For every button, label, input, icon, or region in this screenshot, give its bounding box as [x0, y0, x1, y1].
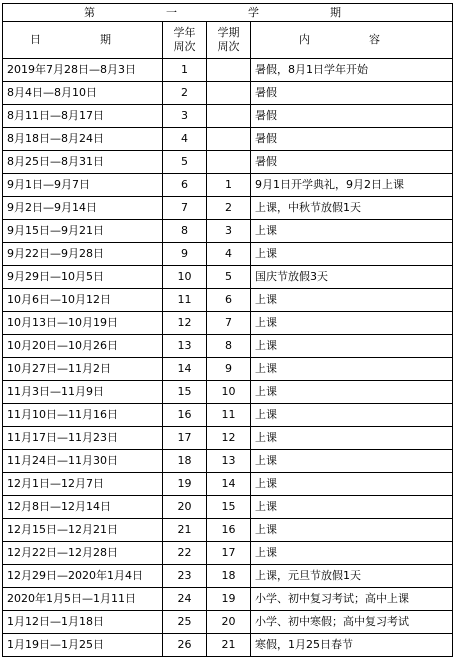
row-content-cell: 上课 — [251, 427, 453, 450]
row-school-week-cell: 26 — [163, 634, 207, 657]
row-school-week-cell: 9 — [163, 243, 207, 266]
row-term-week-cell: 14 — [207, 473, 251, 496]
row-school-week-cell: 7 — [163, 197, 207, 220]
row-term-week-cell: 2 — [207, 197, 251, 220]
row-content-cell: 上课 — [251, 450, 453, 473]
row-term-week-cell: 16 — [207, 519, 251, 542]
row-term-week-cell: 20 — [207, 611, 251, 634]
row-term-week-cell: 9 — [207, 358, 251, 381]
row-school-week-cell: 11 — [163, 289, 207, 312]
row-term-week-cell: 19 — [207, 588, 251, 611]
table-row — [3, 289, 453, 312]
row-content-cell: 上课 — [251, 473, 453, 496]
school-week-header — [163, 22, 207, 59]
table-row — [3, 220, 453, 243]
table-row — [3, 634, 453, 657]
row-school-week-cell: 13 — [163, 335, 207, 358]
row-term-week-cell: 21 — [207, 634, 251, 657]
row-date-cell: 12月22日—12月28日 — [3, 542, 163, 565]
row-content-cell: 暑假 — [251, 128, 453, 151]
row-content-cell: 暑假，8月1日学年开始 — [251, 59, 453, 82]
row-school-week-cell: 24 — [163, 588, 207, 611]
row-term-week-cell: 18 — [207, 565, 251, 588]
row-school-week-cell: 3 — [163, 105, 207, 128]
row-content-cell: 上课 — [251, 243, 453, 266]
table-row — [3, 358, 453, 381]
content-header: 内 容 — [251, 22, 453, 59]
row-school-week-cell: 1 — [163, 59, 207, 82]
table-row — [3, 611, 453, 634]
row-content-cell: 9月1日开学典礼，9月2日上课 — [251, 174, 453, 197]
row-school-week-cell: 4 — [163, 128, 207, 151]
row-date-cell: 11月10日—11月16日 — [3, 404, 163, 427]
header-row — [3, 22, 453, 59]
row-term-week-cell: 7 — [207, 312, 251, 335]
row-content-cell: 上课 — [251, 220, 453, 243]
row-school-week-cell: 16 — [163, 404, 207, 427]
row-content-cell: 上课 — [251, 358, 453, 381]
row-term-week-cell — [207, 151, 251, 174]
table-row — [3, 542, 453, 565]
row-content-cell: 上课，元旦节放假1天 — [251, 565, 453, 588]
row-content-cell: 国庆节放假3天 — [251, 266, 453, 289]
row-date-cell: 11月24日—11月30日 — [3, 450, 163, 473]
row-date-cell: 1月19日—1月25日 — [3, 634, 163, 657]
table-row — [3, 105, 453, 128]
row-term-week-cell — [207, 128, 251, 151]
table-row — [3, 128, 453, 151]
row-date-cell: 8月18日—8月24日 — [3, 128, 163, 151]
row-school-week-cell: 15 — [163, 381, 207, 404]
row-school-week-cell: 19 — [163, 473, 207, 496]
table-row — [3, 404, 453, 427]
row-term-week-cell: 12 — [207, 427, 251, 450]
row-date-cell: 10月20日—10月26日 — [3, 335, 163, 358]
row-content-cell: 上课 — [251, 542, 453, 565]
row-term-week-cell: 3 — [207, 220, 251, 243]
row-date-cell: 10月6日—10月12日 — [3, 289, 163, 312]
row-date-cell: 12月1日—12月7日 — [3, 473, 163, 496]
table-row — [3, 450, 453, 473]
table-row — [3, 519, 453, 542]
row-term-week-cell — [207, 59, 251, 82]
row-term-week-cell: 15 — [207, 496, 251, 519]
row-content-cell: 上课 — [251, 335, 453, 358]
row-content-cell: 上课 — [251, 404, 453, 427]
table-row — [3, 381, 453, 404]
row-date-cell: 11月17日—11月23日 — [3, 427, 163, 450]
row-term-week-cell: 1 — [207, 174, 251, 197]
row-date-cell: 8月4日—8月10日 — [3, 82, 163, 105]
row-school-week-cell: 14 — [163, 358, 207, 381]
row-date-cell: 10月27日—11月2日 — [3, 358, 163, 381]
row-content-cell: 上课 — [251, 381, 453, 404]
row-date-cell: 9月1日—9月7日 — [3, 174, 163, 197]
row-term-week-cell: 6 — [207, 289, 251, 312]
row-date-cell: 9月15日—9月21日 — [3, 220, 163, 243]
row-school-week-cell: 25 — [163, 611, 207, 634]
row-school-week-cell: 23 — [163, 565, 207, 588]
row-content-cell: 小学、初中寒假；高中复习考试 — [251, 611, 453, 634]
row-date-cell: 9月22日—9月28日 — [3, 243, 163, 266]
term-week-header-text: 学期 周次 — [217, 26, 240, 53]
school-calendar-table — [2, 3, 453, 657]
row-school-week-cell: 6 — [163, 174, 207, 197]
row-date-cell: 10月13日—10月19日 — [3, 312, 163, 335]
row-content-cell: 上课 — [251, 496, 453, 519]
row-date-cell: 11月3日—11月9日 — [3, 381, 163, 404]
table-row — [3, 312, 453, 335]
table-row — [3, 59, 453, 82]
row-content-cell: 上课 — [251, 519, 453, 542]
row-term-week-cell: 10 — [207, 381, 251, 404]
row-term-week-cell — [207, 82, 251, 105]
row-content-cell: 上课 — [251, 289, 453, 312]
row-date-cell: 12月15日—12月21日 — [3, 519, 163, 542]
table-row — [3, 473, 453, 496]
calendar-rows — [3, 59, 453, 657]
term-title: 第 一 学 期 — [3, 4, 453, 22]
table-row — [3, 151, 453, 174]
row-school-week-cell: 8 — [163, 220, 207, 243]
row-date-cell: 8月11日—8月17日 — [3, 105, 163, 128]
table-row — [3, 565, 453, 588]
row-school-week-cell: 12 — [163, 312, 207, 335]
row-content-cell: 上课 — [251, 312, 453, 335]
row-term-week-cell: 8 — [207, 335, 251, 358]
table-row — [3, 197, 453, 220]
row-date-cell: 2019年7月28日—8月3日 — [3, 59, 163, 82]
row-term-week-cell: 11 — [207, 404, 251, 427]
table-row — [3, 496, 453, 519]
row-term-week-cell: 4 — [207, 243, 251, 266]
table-row — [3, 427, 453, 450]
row-term-week-cell: 17 — [207, 542, 251, 565]
row-date-cell: 8月25日—8月31日 — [3, 151, 163, 174]
table-row — [3, 82, 453, 105]
row-date-cell: 1月12日—1月18日 — [3, 611, 163, 634]
row-term-week-cell — [207, 105, 251, 128]
row-school-week-cell: 22 — [163, 542, 207, 565]
row-content-cell: 暑假 — [251, 105, 453, 128]
row-school-week-cell: 17 — [163, 427, 207, 450]
row-date-cell: 2020年1月5日—1月11日 — [3, 588, 163, 611]
row-school-week-cell: 18 — [163, 450, 207, 473]
table-row — [3, 335, 453, 358]
row-school-week-cell: 5 — [163, 151, 207, 174]
row-term-week-cell: 13 — [207, 450, 251, 473]
row-school-week-cell: 2 — [163, 82, 207, 105]
title-row — [3, 4, 453, 22]
row-content-cell: 小学、初中复习考试；高中上课 — [251, 588, 453, 611]
row-school-week-cell: 10 — [163, 266, 207, 289]
row-content-cell: 暑假 — [251, 151, 453, 174]
row-content-cell: 上课，中秋节放假1天 — [251, 197, 453, 220]
row-school-week-cell: 21 — [163, 519, 207, 542]
table-row — [3, 588, 453, 611]
term-week-header — [207, 22, 251, 59]
date-header: 日 期 — [3, 22, 163, 59]
row-term-week-cell: 5 — [207, 266, 251, 289]
school-week-header-text: 学年 周次 — [173, 26, 196, 53]
table-row — [3, 174, 453, 197]
table-row — [3, 243, 453, 266]
row-date-cell: 12月8日—12月14日 — [3, 496, 163, 519]
row-school-week-cell: 20 — [163, 496, 207, 519]
table-row — [3, 266, 453, 289]
row-content-cell: 寒假，1月25日春节 — [251, 634, 453, 657]
row-content-cell: 暑假 — [251, 82, 453, 105]
row-date-cell: 9月29日—10月5日 — [3, 266, 163, 289]
row-date-cell: 12月29日—2020年1月4日 — [3, 565, 163, 588]
row-date-cell: 9月2日—9月14日 — [3, 197, 163, 220]
